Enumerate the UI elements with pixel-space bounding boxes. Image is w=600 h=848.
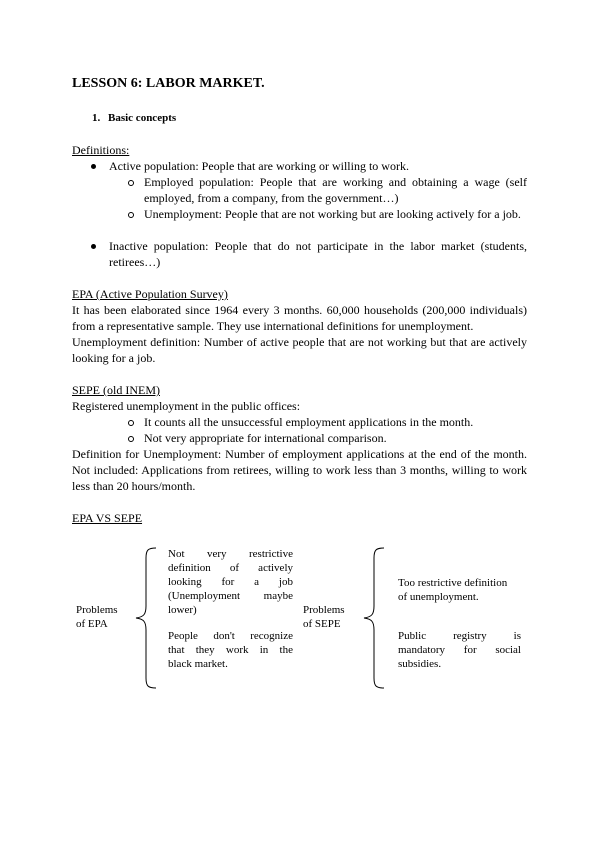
- epa-problem-1-line2: definition of actively: [168, 562, 293, 574]
- definitions-heading: Definitions:: [72, 143, 130, 157]
- bullet-disc-icon: [91, 164, 96, 169]
- inactive-population-line1: Inactive population: People that do not participate in the labor market (students,: [109, 239, 527, 253]
- bullet-disc-icon: [91, 244, 96, 249]
- epa-problem-2-line2: that they work in the: [168, 644, 293, 656]
- section-heading: [92, 110, 176, 126]
- sepe-line-1: Definition for Unemployment: Number of employment applications at the end of the month.: [72, 447, 527, 461]
- sepe-intro: Registered unemployment in the public offices:: [72, 399, 301, 413]
- inactive-population-line2: retirees…): [109, 255, 161, 269]
- epa-problem-1-line1: Not very restrictive: [168, 548, 293, 560]
- epa-line-3: Unemployment definition: Number of active people that are not working but that are actively: [72, 335, 527, 349]
- sepe-bullet-1: It counts all the unsuccessful employment applications in the month.: [144, 415, 474, 429]
- epa-problem-1-line4: (Unemployment maybe: [168, 590, 293, 602]
- epa-line-2: from a representative sample. They use international definitions for unemployment.: [72, 319, 474, 333]
- bullet-circle-icon: [128, 180, 134, 186]
- epa-problem-2-line3: black market.: [168, 658, 228, 670]
- sepe-line-3: less than 20 hours/month.: [72, 479, 196, 493]
- section-title: Basic concepts: [108, 112, 177, 124]
- epa-line-4: looking for a job.: [72, 351, 156, 365]
- sepe-line-2: Not included: Applications from retirees, willing to work less than 3 months, willing to work: [72, 463, 527, 477]
- employed-population-line1: Employed population: People that are working and obtaining a wage (self: [144, 175, 527, 189]
- page-title: LESSON 6: LABOR MARKET.: [72, 76, 265, 91]
- sepe-problem-1-line2: of unemployment.: [398, 591, 479, 603]
- sepe-heading: SEPE (old INEM): [72, 383, 160, 397]
- section-number: 1.: [92, 112, 101, 124]
- bullet-circle-icon: [128, 420, 134, 426]
- epa-problem-2-line1: People don't recognize: [168, 630, 293, 642]
- versus-heading: EPA VS SEPE: [72, 511, 143, 525]
- epa-problem-1-line3: looking for a job: [168, 576, 293, 588]
- employed-population-line2: employed, from a company, from the government…): [144, 191, 399, 205]
- epa-problems-label-line2: of EPA: [76, 618, 108, 630]
- sepe-problem-2-line1: Public registry is: [398, 630, 521, 642]
- bullet-circle-icon: [128, 212, 134, 218]
- active-population-text: Active population: People that are working or willing to work.: [109, 159, 409, 173]
- left-brace-icon: [134, 546, 160, 690]
- bullet-circle-icon: [128, 436, 134, 442]
- sepe-problem-1-line1: Too restrictive definition: [398, 577, 508, 589]
- sepe-problem-2-line2: mandatory for social: [398, 644, 521, 656]
- unemployment-text: Unemployment: People that are not working but are looking actively for a job.: [144, 207, 521, 221]
- sepe-problems-label-line1: Problems: [303, 604, 345, 616]
- epa-line-1: It has been elaborated since 1964 every 3 months. 60,000 households (200,000 individuals): [72, 303, 527, 317]
- left-brace-icon: [362, 546, 388, 690]
- epa-problem-1-line5: lower): [168, 604, 197, 616]
- epa-heading: EPA (Active Population Survey): [72, 287, 228, 301]
- sepe-problem-2-line3: subsidies.: [398, 658, 442, 670]
- sepe-problems-label-line2: of SEPE: [303, 618, 341, 630]
- sepe-bullet-2: Not very appropriate for international comparison.: [144, 431, 387, 445]
- epa-problems-label-line1: Problems: [76, 604, 118, 616]
